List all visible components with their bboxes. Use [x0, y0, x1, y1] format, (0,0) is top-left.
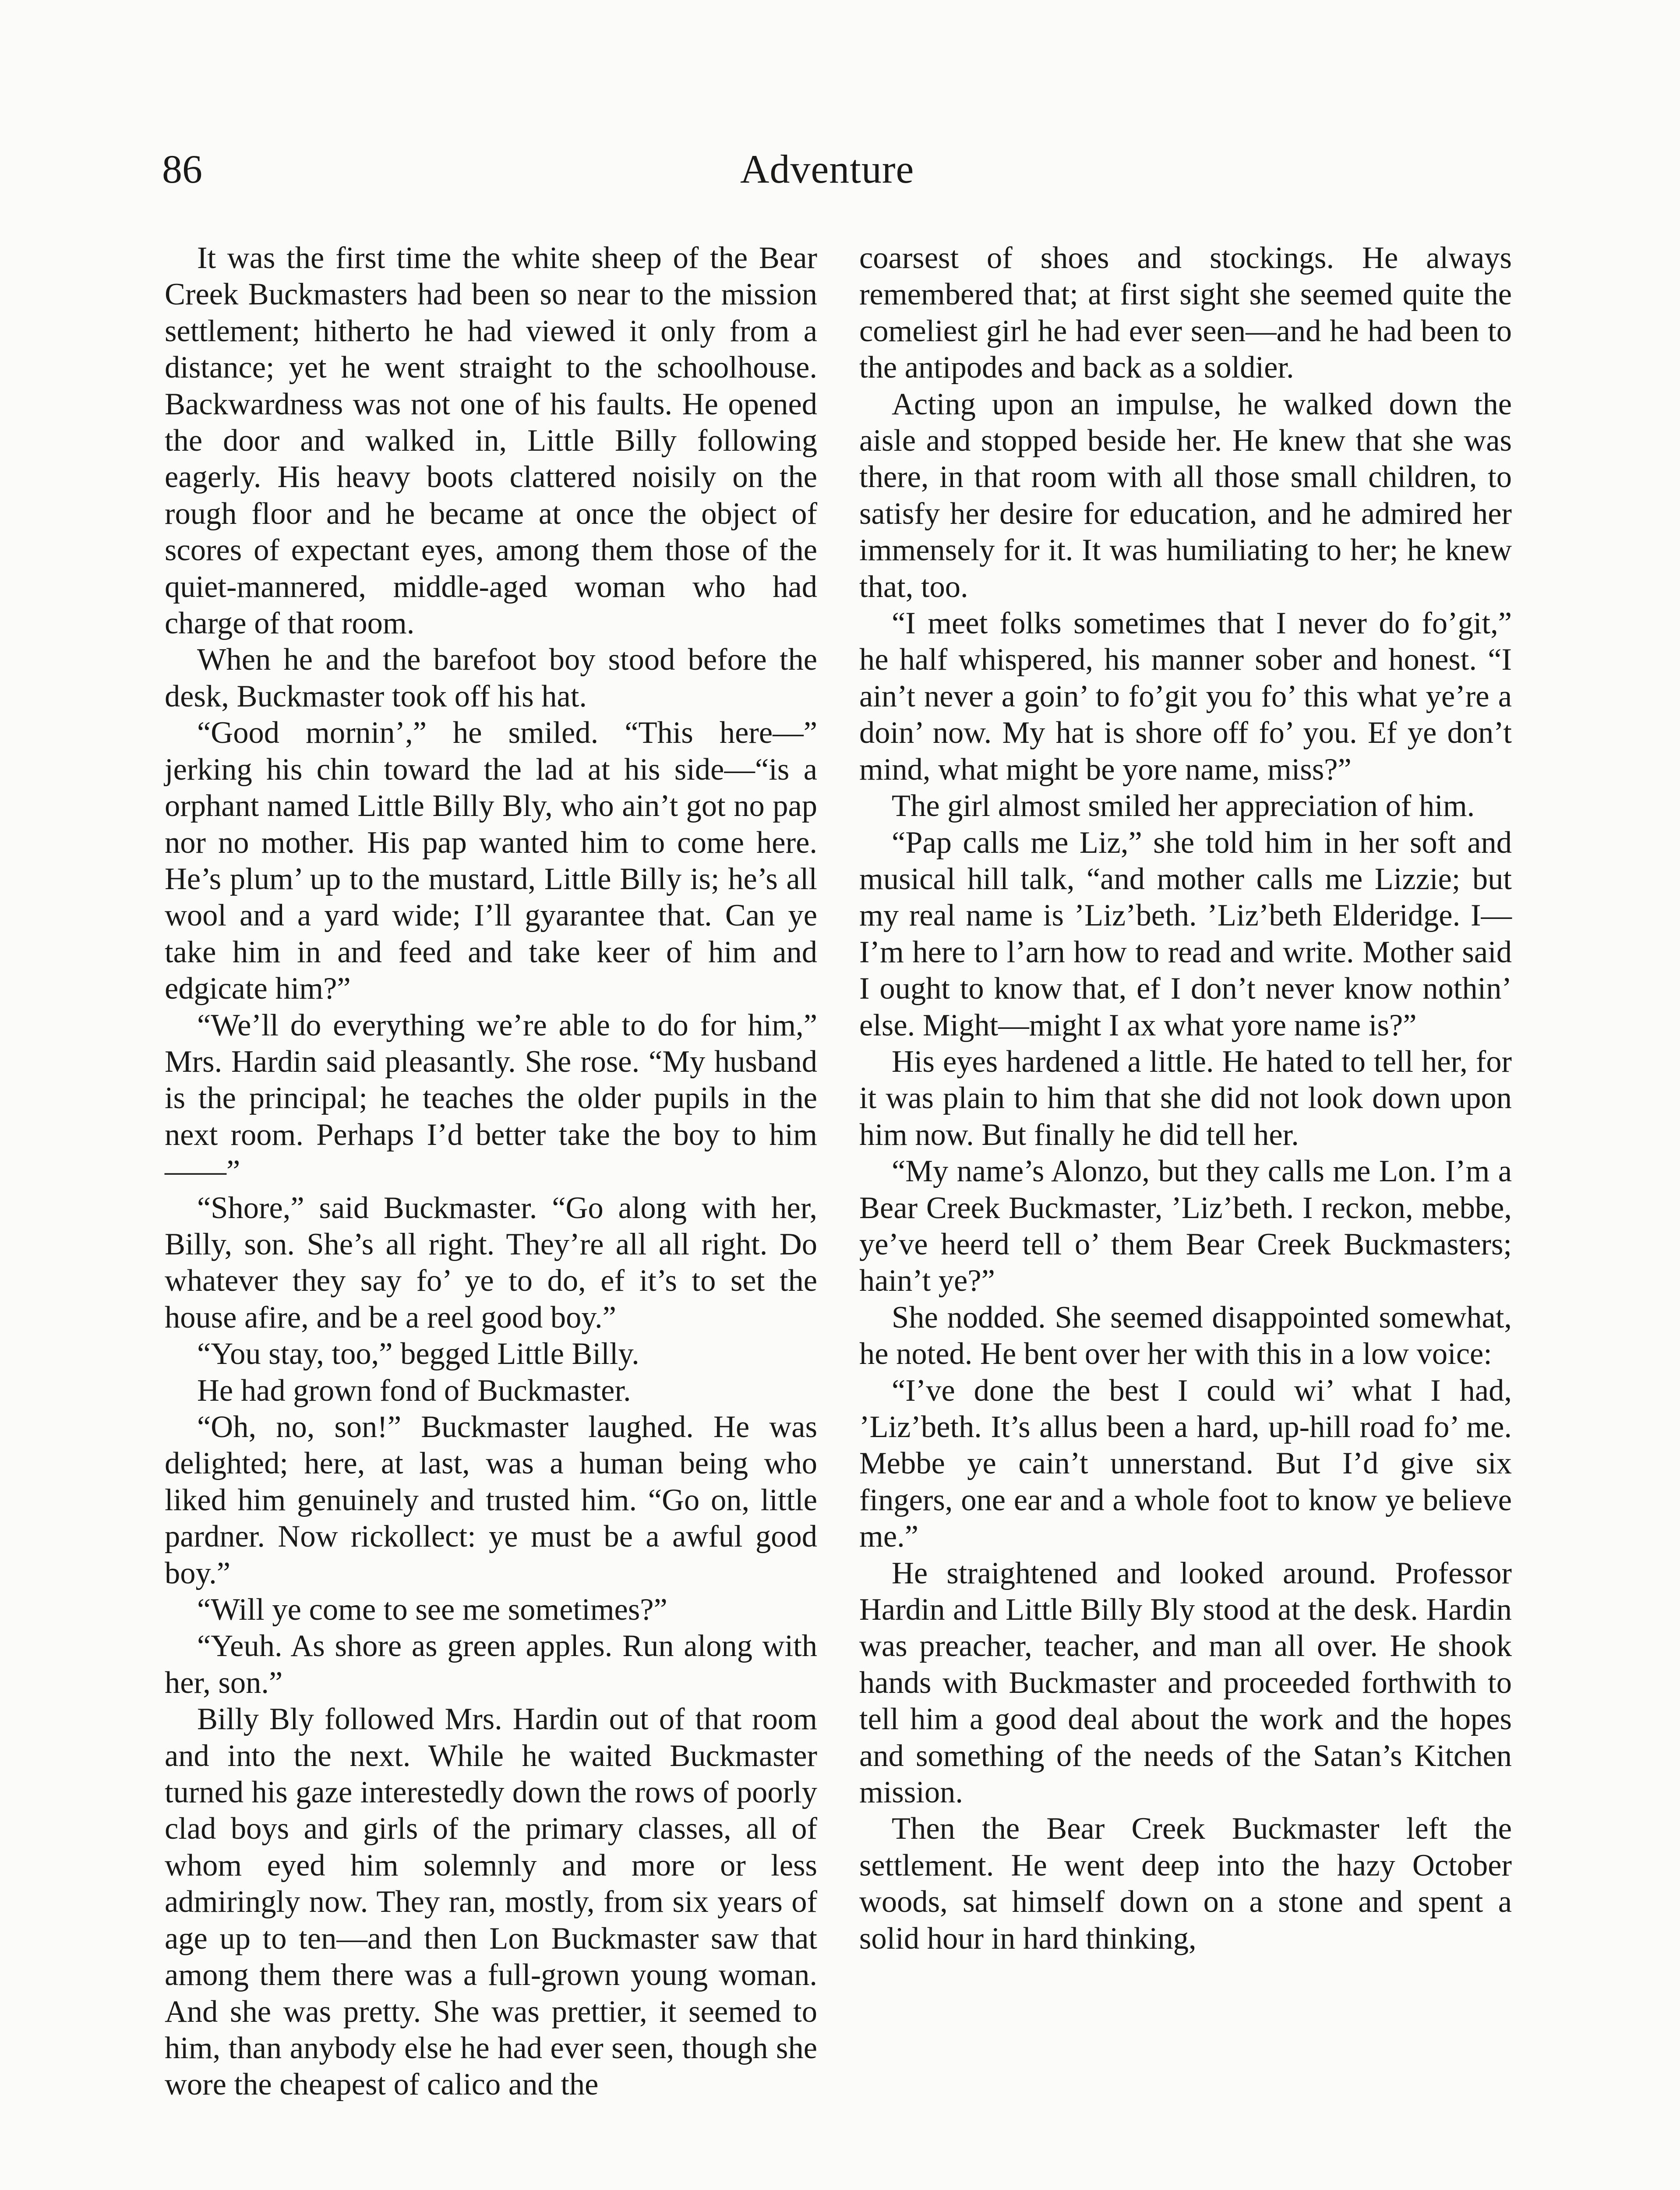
paragraph: “Oh, no, son!” Buckmaster laughed. He was delighted; here, at last, was a human being who liked him genuinely and trusted him. “Go on, little pardner. Now rickollect: ye must be a awful good boy.” — [165, 1410, 817, 1590]
left-column — [165, 240, 817, 2103]
paragraph: “We’ll do everything we’re able to do for him,” Mrs. Hardin said pleasantly. She rose. “My husband is the principal; he teaches the older pupils in the next room. Perhaps I’d better take the boy to him——” — [165, 1008, 817, 1189]
paragraph: “Yeuh. As shore as green apples. Run along with her, son.” — [165, 1629, 817, 1700]
paragraph: Acting upon an impulse, he walked down the aisle and stopped beside her. He knew that she was there, in that room with all those small children, to satisfy her desire for education, and he admired her immensely for it. It was humiliating to her; he knew that, too. — [859, 387, 1512, 604]
paragraph: It was the first time the white sheep of the Bear Creek Buckmasters had been so near to the mission settlement; hitherto he had viewed it only from a distance; yet he went straight to the schoolhouse. Backwardness was not one of his faults. He opened the door and walked in, Little Billy following eagerly. His heavy boots clattered noisily on the rough floor and he became at once the object of scores of expectant eyes, among them those of the quiet-mannered, middle-aged woman who had charge of that room. — [165, 241, 817, 641]
paragraph: She nodded. She seemed disappointed somewhat, he noted. He bent over her with this in a low voice: — [859, 1300, 1512, 1371]
paragraph: Then the Bear Creek Buckmaster left the settlement. He went deep into the hazy October woods, sat himself down on a stone and spent a solid hour in hard thinking, — [859, 1812, 1512, 1956]
paragraph: Billy Bly followed Mrs. Hardin out of that room and into the next. While he waited Buckmaster turned his gaze interestedly down the rows of poorly clad boys and girls of the primary classes, all of whom eyed him solemnly and more or less admiringly now. They ran, mostly, from six years of age up to ten—and then Lon Buckmaster saw that among them there was a full-grown young woman. And she was pretty. She was prettier, it seemed to him, than anybody else he had ever seen, though she wore the cheapest of calico and the — [165, 1702, 817, 2102]
running-head: Adventure — [740, 147, 914, 191]
paragraph: He had grown fond of Buckmaster. — [197, 1373, 631, 1408]
paragraph: “I’ve done the best I could wi’ what I had, ’Liz’beth. It’s allus been a hard, up-hill road fo’ me. Mebbe ye cain’t unnerstand. But I’d give six fingers, one ear and a whole foot to know ye believe me.” — [859, 1373, 1512, 1554]
paragraph: “I meet folks sometimes that I never do fo’git,” he half whispered, his manner sober and honest. “I ain’t never a goin’ to fo’git you fo’ this what ye’re a doin’ now. My hat is shore off fo’ you. Ef ye don’t mind, what might be yore name, miss?” — [859, 606, 1512, 787]
paragraph: “Good mornin’,” he smiled. “This here—” jerking his chin toward the lad at his side—“is a orphant named Little Billy Bly, who ain’t got no pap nor no mother. His pap wanted him to come here. He’s plum’ up to the mustard, Little Billy is; he’s all wool and a yard wide; I’ll gyarantee that. Can ye take him in and feed and take keer of him and edgicate him?” — [165, 716, 817, 1006]
paragraph: “My name’s Alonzo, but they calls me Lon. I’m a Bear Creek Buckmaster, ’Liz’beth. I reckon, mebbe, ye’ve heerd tell o’ them Bear Creek Buckmasters; hain’t ye?” — [859, 1154, 1512, 1298]
paragraph-continued: coarsest of shoes and stockings. He always remembered that; at first sight she seemed quite the comeliest girl he had ever seen—and he had been to the antipodes and back as a soldier. — [859, 241, 1512, 385]
paragraph: He straightened and looked around. Professor Hardin and Little Billy Bly stood at the desk. Hardin was preacher, teacher, and man all over. He shook hands with Buckmaster and proceeded forthwith to tell him a good deal about the work and the hopes and something of the needs of the Satan’s Kitchen mission. — [859, 1556, 1512, 1810]
right-column — [859, 240, 1512, 1957]
paragraph: When he and the barefoot boy stood before the desk, Buckmaster took off his hat. — [165, 643, 817, 714]
paragraph: “Shore,” said Buckmaster. “Go along with her, Billy, son. She’s all right. They’re all all right. Do whatever they say fo’ ye to do, ef it’s to set the house afire, and be a reel good boy.” — [165, 1190, 817, 1335]
paragraph: The girl almost smiled her appreciation of him. — [892, 789, 1475, 823]
paragraph: “Pap calls me Liz,” she told him in her soft and musical hill talk, “and mother calls me Lizzie; but my real name is ’Liz’beth. ’Liz’beth Elderidge. I—I’m here to l’arn how to read and write. Mother said I ought to know that, ef I don’t never know nothin’ else. Might—might I ax what yore name is?” — [859, 825, 1512, 1042]
paragraph: “You stay, too,” begged Little Billy. — [197, 1337, 639, 1371]
page-number: 86 — [162, 147, 202, 191]
paragraph: His eyes hardened a little. He hated to tell her, for it was plain to him that she did not look down upon him now. But finally he did tell her. — [859, 1044, 1512, 1152]
paragraph: “Will ye come to see me sometimes?” — [197, 1593, 667, 1627]
